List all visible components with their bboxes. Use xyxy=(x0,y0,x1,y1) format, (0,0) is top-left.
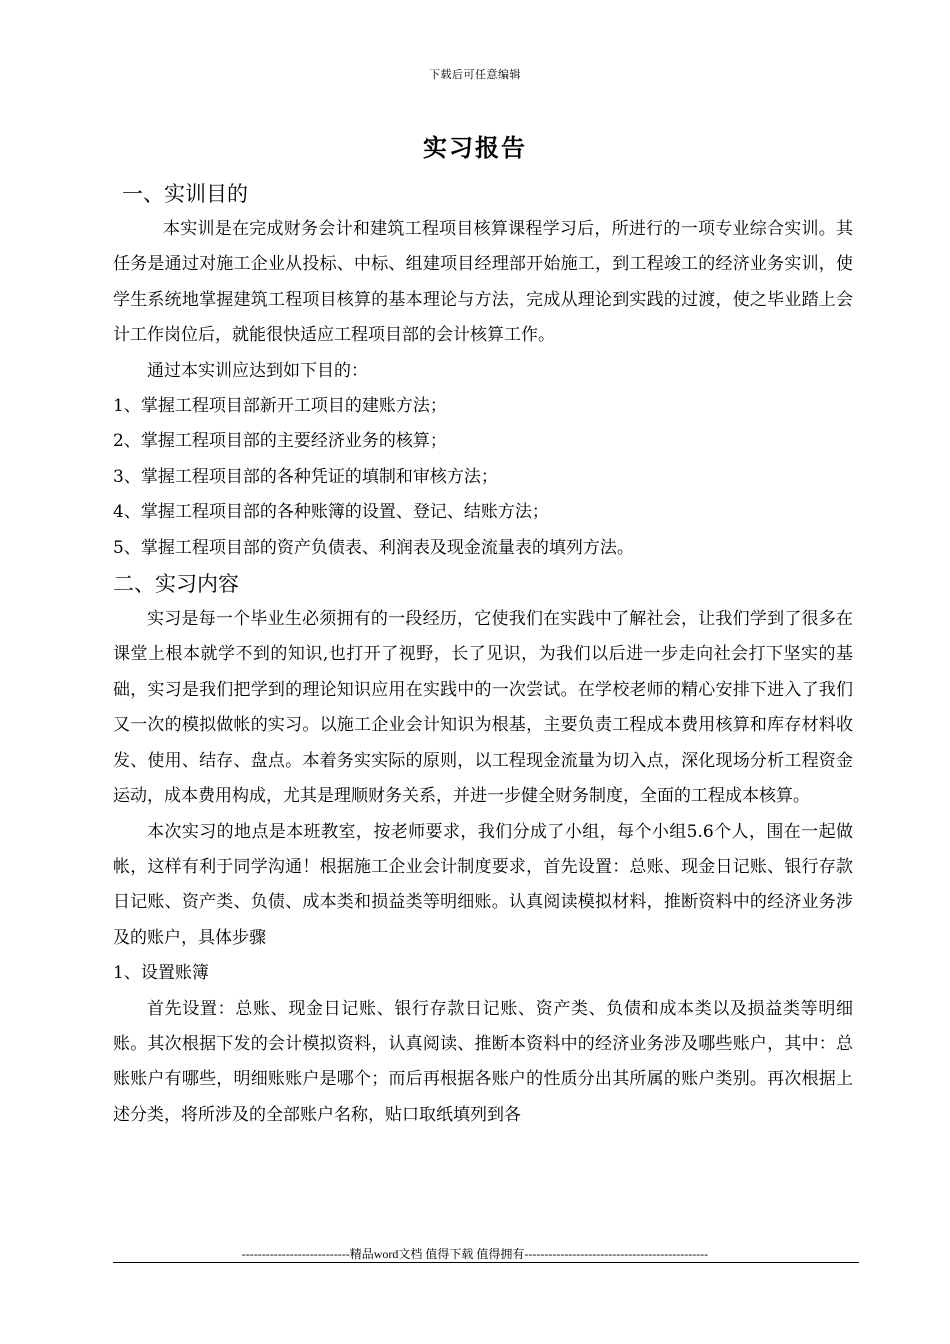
document-body xyxy=(113,176,853,1133)
section-heading-1: 一、实训目的 xyxy=(122,182,248,206)
page-header-note: 下载后可任意编辑 xyxy=(429,68,521,81)
section2-paragraph-2: 本次实习的地点是本班教室，按老师要求，我们分成了小组，每个小组5.6个人，围在一起做帐，这样有利于同学沟通！根据施工企业会计制度要求，首先设置：总账、现金日记账、银行存款日记账、资产类、负债、成本类和损益类等明细账。认真阅读模拟材料，推断资料中的经济业务涉及的账户，具体步骤 xyxy=(113,821,853,948)
footer-divider xyxy=(113,1262,859,1263)
document-title: 实习报告 xyxy=(423,133,527,162)
goal-item-1: 1、掌握工程项目部新开工项目的建账方法； xyxy=(113,396,447,417)
section-heading-2: 二、实习内容 xyxy=(113,572,239,597)
goal-item-5: 5、掌握工程项目部的资产负债表、利润表及现金流量表的填列方法。 xyxy=(113,537,634,558)
goal-item-4: 4、掌握工程项目部的各种账簿的设置、登记、结账方法； xyxy=(113,502,549,523)
goal-item-3: 3、掌握工程项目部的各种凭证的填制和审核方法； xyxy=(113,466,498,487)
goal-item-2: 2、掌握工程项目部的主要经济业务的核算； xyxy=(113,431,447,452)
sub-heading-setup-books: 1、设置账簿 xyxy=(113,963,209,984)
page-footer-text: ---------------------------精品word文档 值得下载 值得拥有---------------------------------------------- xyxy=(241,1247,709,1261)
section1-paragraph-2: 通过本实训应达到如下目的： xyxy=(147,360,368,381)
section1-paragraph-1: 本实训是在完成财务会计和建筑工程项目核算课程学习后，所进行的一项专业综合实训。其任务是通过对施工企业从投标、中标、组建项目经理部开始施工，到工程竣工的经济业务实训，使学生系统地掌握建筑工程项目核算的基本理论与方法，完成从理论到实践的过渡，使之毕业踏上会计工作岗位后，就能很快适应工程项目部的会计核算工作。 xyxy=(113,219,853,346)
section2-paragraph-3: 首先设置：总账、现金日记账、银行存款日记账、资产类、负债和成本类以及损益类等明细账。其次根据下发的会计模拟资料，认真阅读、推断本资料中的经济业务涉及哪些账户，其中：总账账户有哪些，明细账账户是哪个；而后再根据各账户的性质分出其所属的账户类别。再次根据上述分类，将所涉及的全部账户名称，贴口取纸填列到各 xyxy=(113,998,853,1125)
section2-paragraph-1: 实习是每一个毕业生必须拥有的一段经历，它使我们在实践中了解社会，让我们学到了很多在课堂上根本就学不到的知识,也打开了视野，长了见识，为我们以后进一步走向社会打下坚实的基础，实习是我们把学到的理论知识应用在实践中的一次尝试。在学校老师的精心安排下进入了我们又一次的模拟做帐的实习。以施工企业会计知识为根基，主要负责工程成本费用核算和库存材料收发、使用、结存、盘点。本着务实实际的原则，以工程现金流量为切入点，深化现场分析工程资金运动，成本费用构成，尤其是理顺财务关系，并进一步健全财务制度，全面的工程成本核算。 xyxy=(113,609,853,807)
